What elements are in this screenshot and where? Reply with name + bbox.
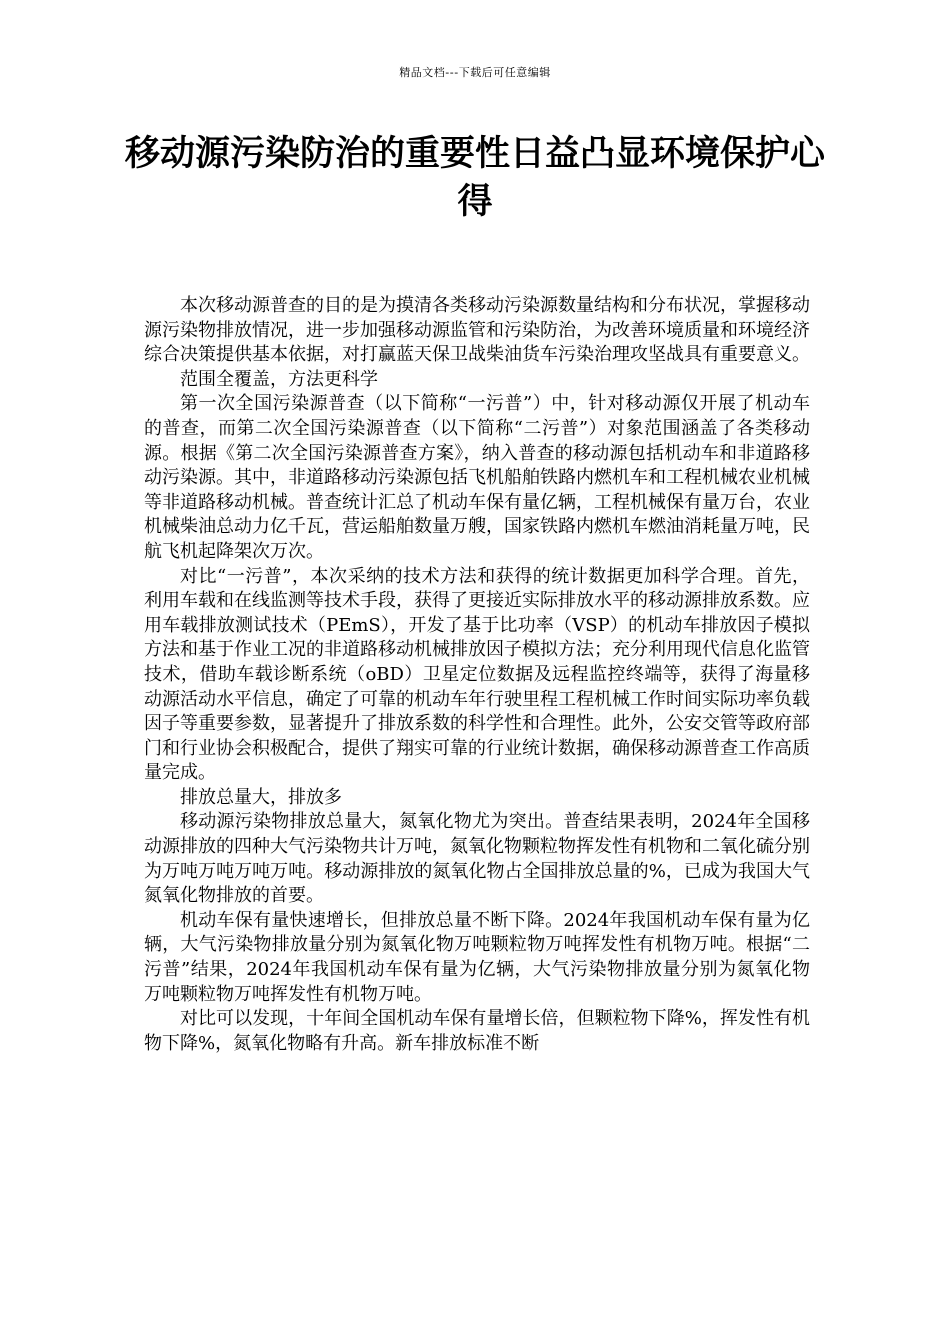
paragraph-methods: 对比“一污普”，本次采纳的技术方法和获得的统计数据更加科学合理。首先，利用车载和在线监测等技术手段，获得了更接近实际排放水平的移动源排放系数。应用车载排放测试技术（PEmS），开发了基于比功率（VSP）的机动车排放因子模拟方法和基于作业工况的非道路移动机械排放因子模拟方法；充分利用现代信息化监管技术，借助车载诊断系统（oBD）卫星定位数据及远程监控终端等，获得了海量移动源活动水平信息，确定了可靠的机动车年行驶里程工程机械工作时间实际功率负载因子等重要参数，显著提升了排放系数的科学性和合理性。此外，公安交管等政府部门和行业协会积极配合，提供了翔实可靠的行业统计数据，确保移动源普查工作高质量完成。: [144, 565, 810, 784]
paragraph-vehicles: 机动车保有量快速增长，但排放总量不断下降。2024年我国机动车保有量为亿辆，大气污染物排放量分别为氮氧化物万吨颗粒物万吨挥发性有机物万吨。根据“二污普”结果，2024年我国机动车保有量为亿辆，大气污染物排放量分别为氮氧化物万吨颗粒物万吨挥发性有机物万吨。: [144, 909, 810, 1005]
document-body: [144, 294, 810, 1056]
paragraph-intro: 本次移动源普查的目的是为摸清各类移动污染源数量结构和分布状况，掌握移动源污染物排放情况，进一步加强移动源监管和污染防治，为改善环境质量和环境经济综合决策提供基本依据，对打赢蓝天保卫战柴油货车污染治理攻坚战具有重要意义。: [144, 295, 810, 366]
section-heading-emissions: 排放总量大，排放多: [180, 786, 342, 808]
document-title: 移动源污染防治的重要性日益凸显环境保护心得: [124, 134, 825, 222]
paragraph-comparison: 对比可以发现，十年间全国机动车保有量增长倍，但颗粒物下降%，挥发性有机物下降%，氮氧化物略有升高。新车排放标准不断: [144, 1008, 810, 1054]
paragraph-emissions: 移动源污染物排放总量大，氮氧化物尤为突出。普查结果表明，2024年全国移动源排放的四种大气污染物共计万吨，氮氧化物颗粒物挥发性有机物和二氧化硫分别为万吨万吨万吨万吨。移动源排放的氮氧化物占全国排放总量的%，已成为我国大气氮氧化物排放的首要。: [144, 811, 810, 907]
page-header: 精品文档---下载后可任意编辑: [399, 66, 551, 79]
section-heading-scope: 范围全覆盖，方法更科学: [180, 368, 378, 390]
paragraph-scope: 第一次全国污染源普查（以下简称“一污普”）中，针对移动源仅开展了机动车的普查，而第二次全国污染源普查（以下简称“二污普”）对象范围涵盖了各类移动源。根据《第二次全国污染源普查方案》，纳入普查的移动源包括机动车和非道路移动污染源。其中，非道路移动污染源包括飞机船舶铁路内燃机车和工程机械农业机械等非道路移动机械。普查统计汇总了机动车保有量亿辆，工程机械保有量万台，农业机械柴油总动力亿千瓦，营运船舶数量万艘，国家铁路内燃机车燃油消耗量万吨，民航飞机起降架次万次。: [144, 393, 810, 562]
